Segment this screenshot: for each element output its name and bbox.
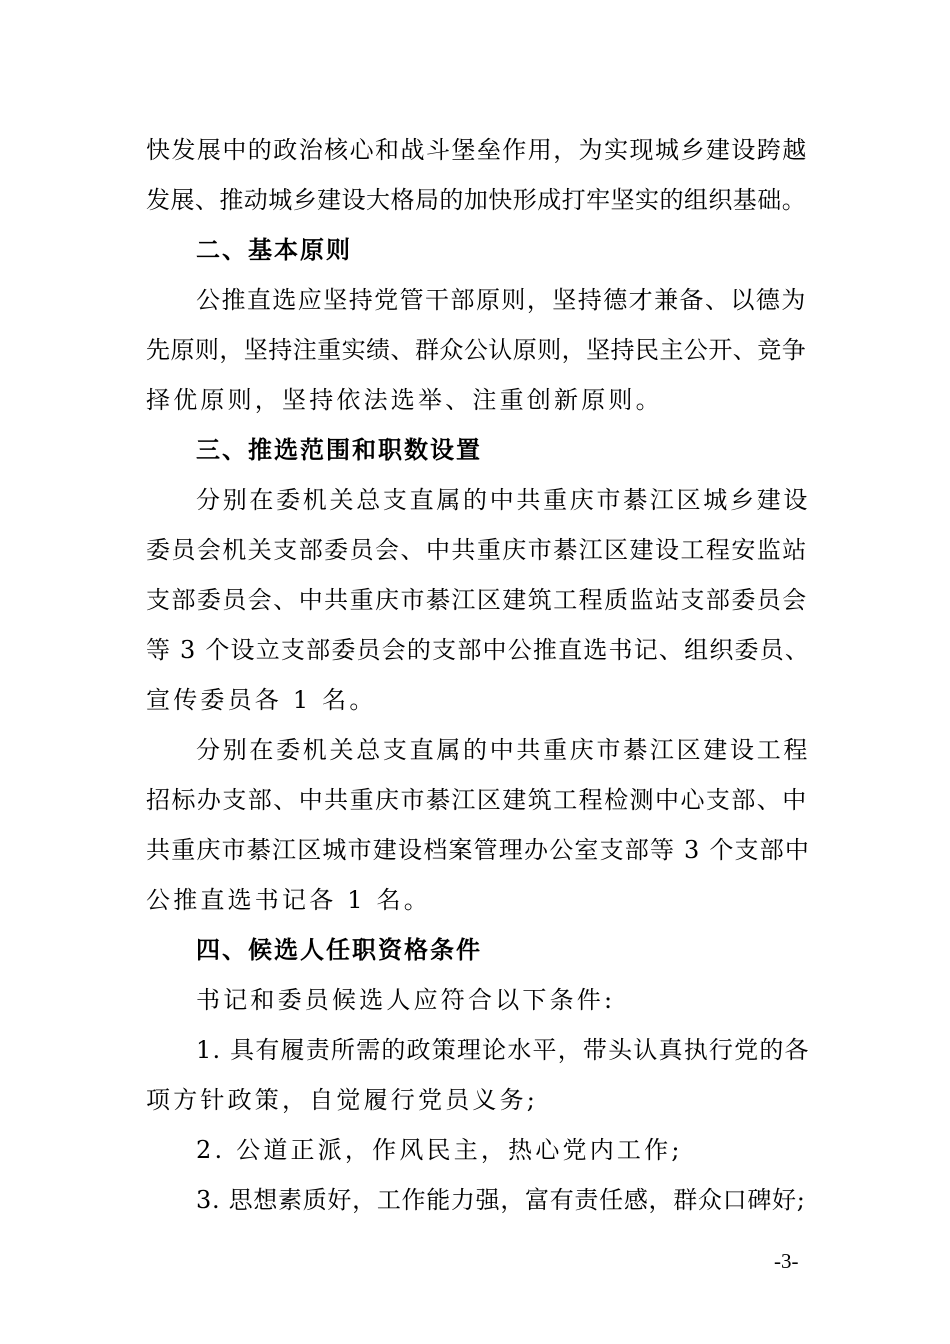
list-item-1: 1. 具有履责所需的政策理论水平，带头认真执行党的各 (196, 1036, 810, 1064)
body-text-line: 委员会机关支部委员会、中共重庆市綦江区建设工程安监站 (146, 536, 808, 564)
section-heading-qualifications: 四、候选人任职资格条件 (196, 936, 482, 964)
body-text-line: 先原则，坚持注重实绩、群众公认原则，坚持民主公开、竞争 (146, 336, 807, 364)
body-text-line: 公推直选书记各 1 名。 (146, 886, 431, 914)
paragraph-first-line: 公推直选应坚持党管干部原则，坚持德才兼备、以德为 (196, 286, 807, 314)
body-text-line: 发展、推动城乡建设大格局的加快形成打牢坚实的组织基础。 (146, 186, 807, 214)
page-number: -3- (774, 1249, 799, 1273)
section-heading-scope: 三、推选范围和职数设置 (196, 436, 482, 464)
body-text-line: 快发展中的政治核心和战斗堡垒作用，为实现城乡建设跨越 (146, 136, 808, 164)
list-item-2: 2. 公道正派，作风民主，热心党内工作; (196, 1136, 683, 1164)
body-text-line: 共重庆市綦江区城市建设档案管理办公室支部等 3 个支部中 (146, 836, 811, 864)
body-text-line: 招标办支部、中共重庆市綦江区建筑工程检测中心支部、中 (146, 786, 808, 814)
body-text-line: 项方针政策，自觉履行党员义务; (146, 1086, 539, 1114)
paragraph-first-line: 分别在委机关总支直属的中共重庆市綦江区建设工程 (196, 736, 811, 764)
body-text-line: 支部委员会、中共重庆市綦江区建筑工程质监站支部委员会 (146, 586, 808, 614)
body-text-line: 等 3 个设立支部委员会的支部中公推直选书记、组织委员、 (146, 636, 811, 664)
paragraph-first-line: 分别在委机关总支直属的中共重庆市綦江区城乡建设 (196, 486, 811, 514)
body-text-line: 宣传委员各 1 名。 (146, 686, 377, 714)
section-heading-basic-principles: 二、基本原则 (196, 236, 352, 264)
paragraph-first-line: 书记和委员候选人应符合以下条件: (196, 986, 616, 1014)
body-text-line: 择优原则，坚持依法选举、注重创新原则。 (146, 386, 663, 414)
list-item-3: 3. 思想素质好，工作能力强，富有责任感，群众口碑好; (196, 1186, 806, 1214)
